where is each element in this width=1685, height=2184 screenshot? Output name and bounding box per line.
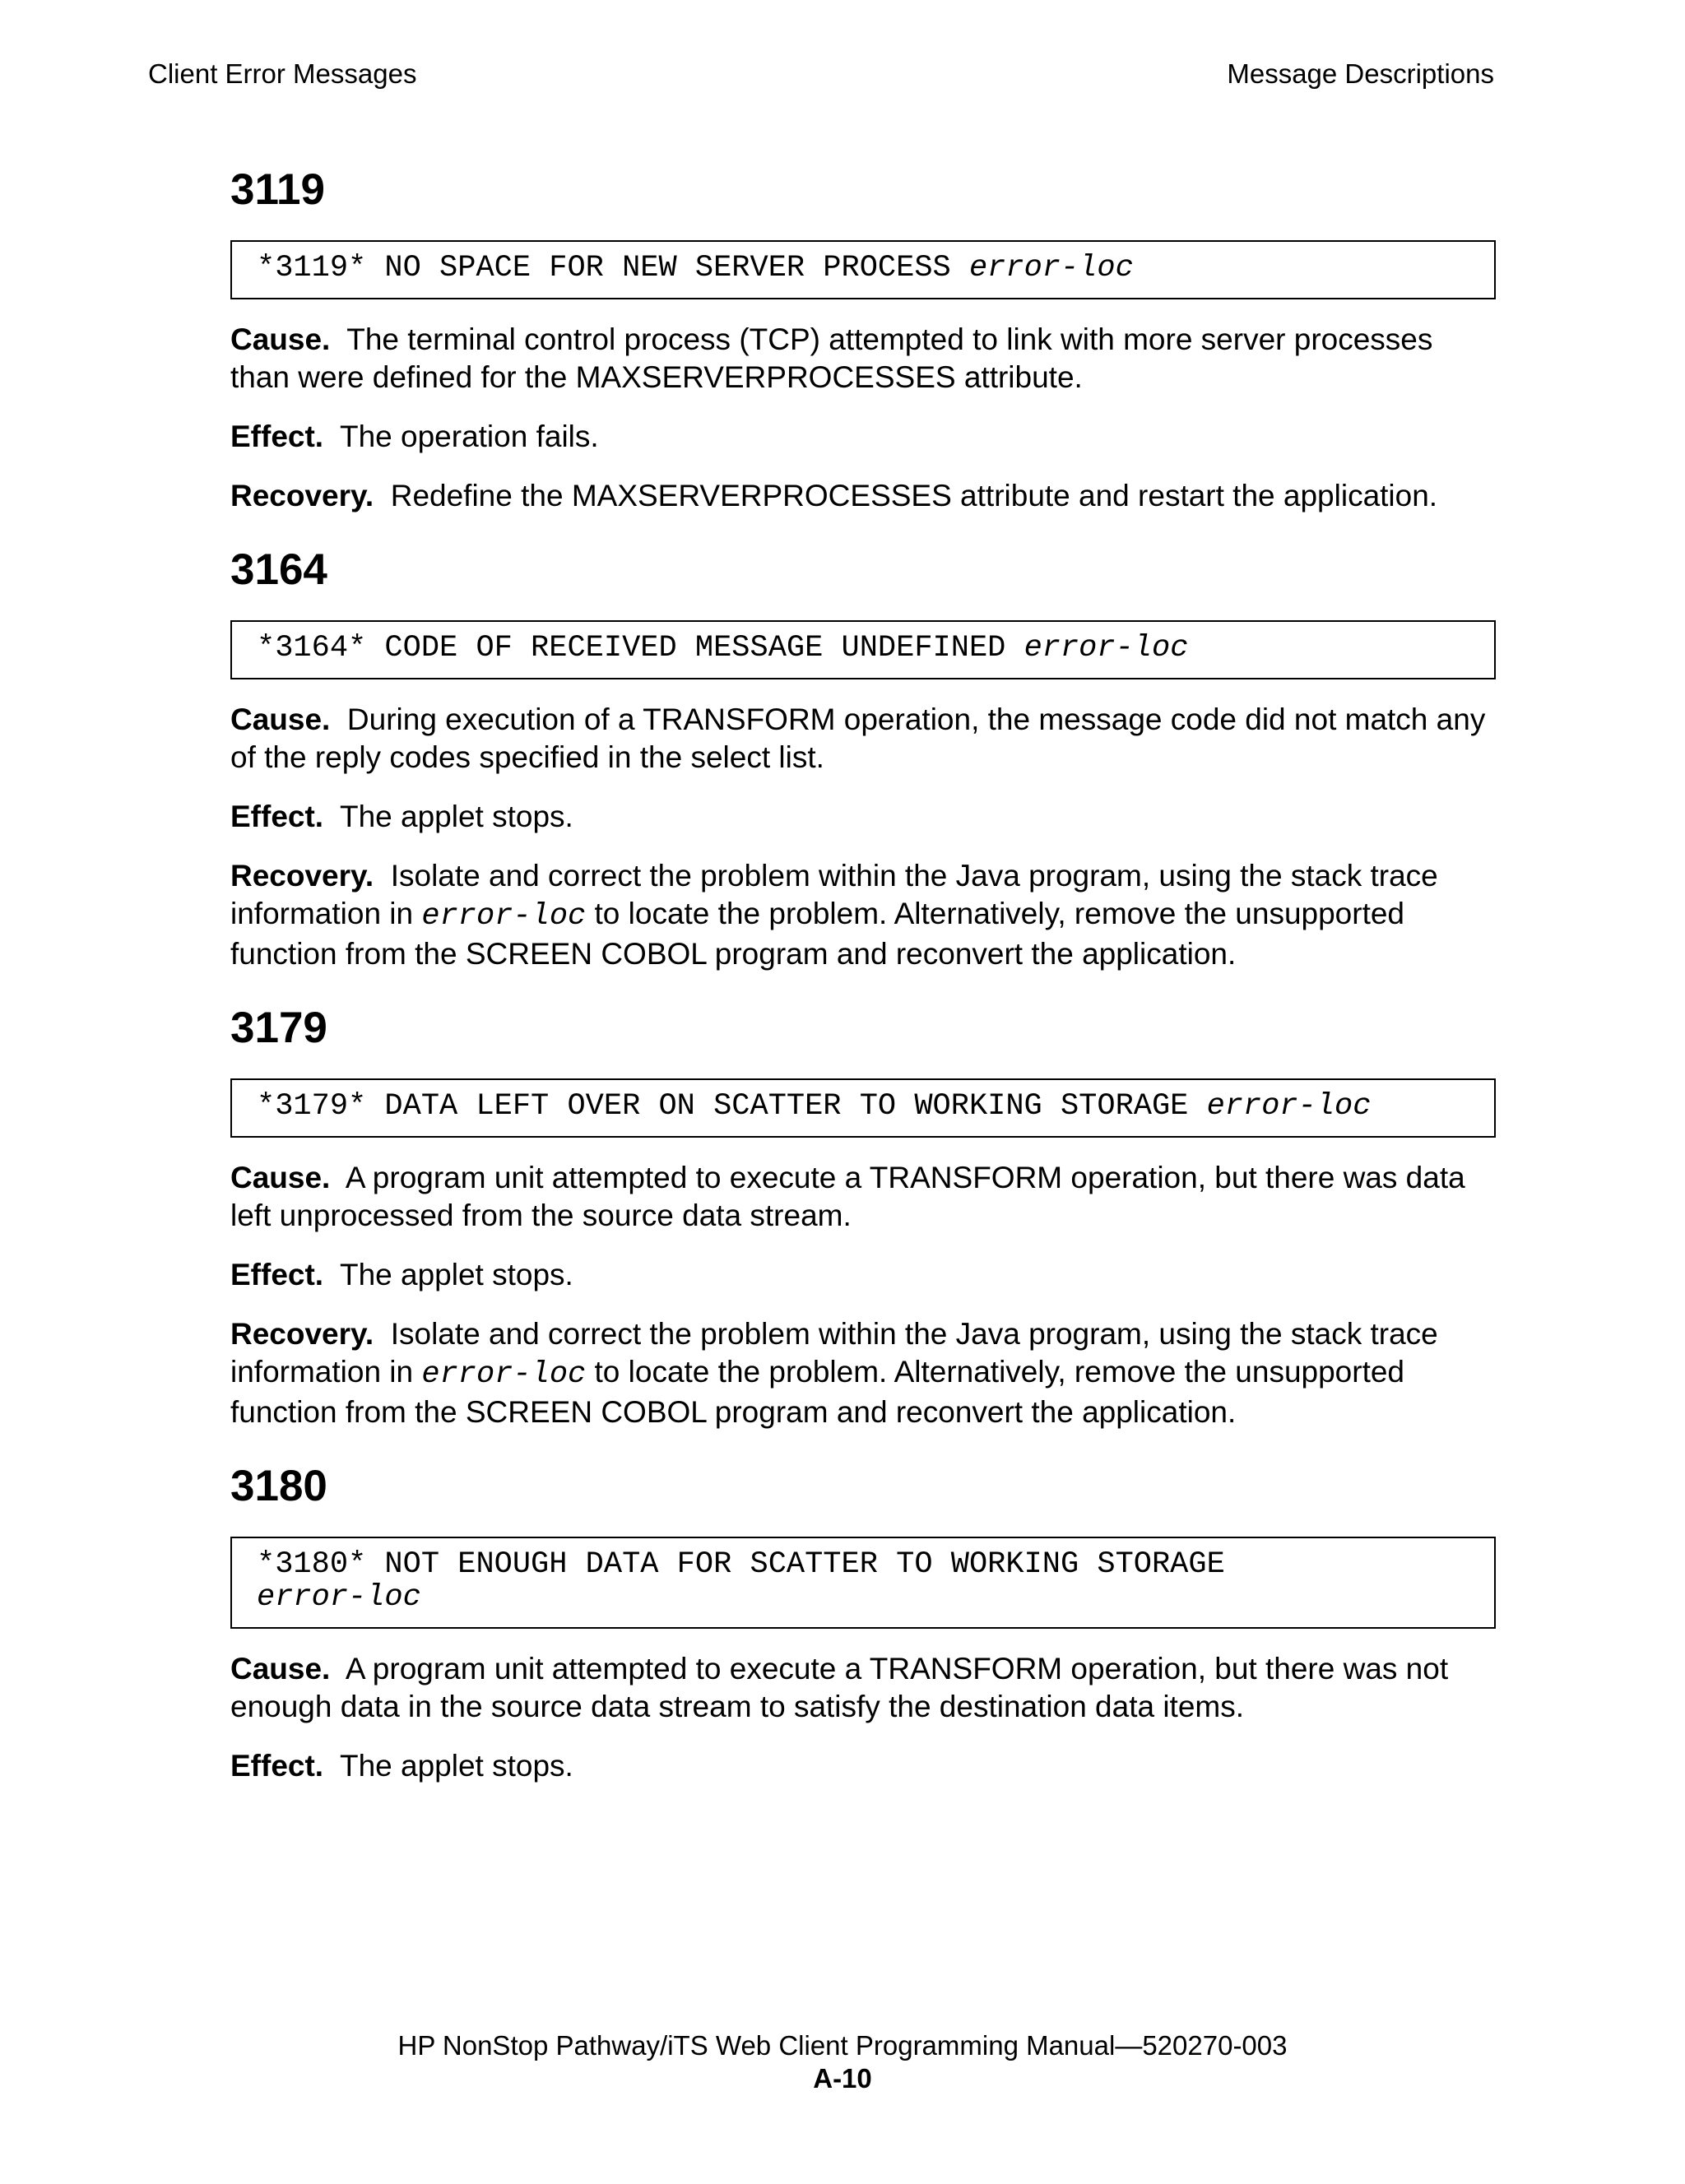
effect-label: Effect.: [230, 800, 324, 833]
header-section-title: Message Descriptions: [1227, 58, 1494, 89]
effect-paragraph: [230, 1256, 1496, 1294]
message-3180: [230, 1461, 1496, 1785]
footer-manual-title: HP NonStop Pathway/iTS Web Client Programming Manual—520270-003: [397, 2030, 1288, 2061]
message-text: *3119* NO SPACE FOR NEW SERVER PROCESS: [257, 251, 969, 285]
message-number: 3180: [230, 1462, 327, 1510]
cause-label: Cause.: [230, 322, 331, 356]
effect-paragraph: [230, 1747, 1496, 1785]
cause-label: Cause.: [230, 1161, 331, 1194]
message-variable: error-loc: [1206, 1089, 1372, 1124]
recovery-code-variable: error-loc: [421, 899, 587, 934]
effect-label: Effect.: [230, 1749, 324, 1783]
effect-label: Effect.: [230, 420, 324, 453]
message-variable: error-loc: [1024, 631, 1189, 665]
recovery-text-start: Isolate and correct the problem within the Java program, using the stack trace information in: [230, 859, 1438, 930]
recovery-text-end: to locate the problem. Alternatively, remove the unsupported function from the SCREEN COBOL program and reconvert the application.: [230, 897, 1405, 971]
recovery-text-start: Isolate and correct the problem within the Java program, using the stack trace information in: [230, 1317, 1438, 1389]
cause-text: A program unit attempted to execute a TRANSFORM operation, but there was data left unprocessed from the source data stream.: [230, 1161, 1465, 1232]
effect-text: The applet stops.: [339, 1258, 573, 1291]
message-text: *3164* CODE OF RECEIVED MESSAGE UNDEFINED: [257, 631, 1024, 665]
effect-text: The applet stops.: [339, 1749, 573, 1783]
cause-text: The terminal control process (TCP) attempted to link with more server processes than were defined for the MAXSERVERPROCESSES attribute.: [230, 322, 1433, 394]
message-number: 3164: [230, 545, 327, 594]
message-number: 3179: [230, 1004, 327, 1052]
message-3179: [230, 1003, 1496, 1431]
running-header: [148, 58, 1494, 90]
effect-paragraph: [230, 798, 1496, 836]
recovery-paragraph: [230, 477, 1496, 515]
effect-label: Effect.: [230, 1258, 324, 1291]
header-chapter-title: Client Error Messages: [148, 58, 417, 89]
cause-paragraph: [230, 1159, 1496, 1235]
page-footer: [0, 2030, 1685, 2094]
recovery-paragraph: [230, 857, 1496, 973]
cause-paragraph: [230, 321, 1496, 396]
recovery-text-end: to locate the problem. Alternatively, remove the unsupported function from the SCREEN COBOL program and reconvert the application.: [230, 1355, 1405, 1429]
recovery-code-variable: error-loc: [421, 1357, 587, 1392]
message-variable: error-loc: [257, 1580, 421, 1615]
message-variable: error-loc: [968, 251, 1134, 285]
effect-paragraph: [230, 418, 1496, 456]
cause-paragraph: [230, 1650, 1496, 1726]
message-3119: [230, 165, 1496, 515]
recovery-text: Redefine the MAXSERVERPROCESSES attribute and restart the application.: [390, 479, 1438, 512]
cause-paragraph: [230, 701, 1496, 777]
page-number: A-10: [813, 2063, 872, 2094]
effect-text: The applet stops.: [339, 800, 573, 833]
message-text: *3179* DATA LEFT OVER ON SCATTER TO WORKING STORAGE: [257, 1089, 1207, 1124]
cause-label: Cause.: [230, 1652, 331, 1686]
message-text-box: [230, 1078, 1496, 1138]
cause-text: A program unit attempted to execute a TRANSFORM operation, but there was not enough data in the source data stream to satisfy the destination data items.: [230, 1652, 1449, 1723]
cause-label: Cause.: [230, 702, 331, 736]
message-text-box: [230, 1537, 1496, 1629]
recovery-label: Recovery.: [230, 859, 374, 893]
message-number: 3119: [230, 165, 325, 214]
cause-text: During execution of a TRANSFORM operation, the message code did not match any of the reply codes specified in the select list.: [230, 702, 1486, 774]
message-text: *3180* NOT ENOUGH DATA FOR SCATTER TO WORKING STORAGE: [257, 1547, 1225, 1582]
message-3164: [230, 545, 1496, 973]
recovery-label: Recovery.: [230, 1317, 374, 1351]
recovery-label: Recovery.: [230, 479, 374, 512]
effect-text: The operation fails.: [339, 420, 599, 453]
recovery-paragraph: [230, 1315, 1496, 1431]
message-text-box: [230, 620, 1496, 679]
message-text-box: [230, 240, 1496, 299]
page-content: [230, 165, 1496, 1785]
